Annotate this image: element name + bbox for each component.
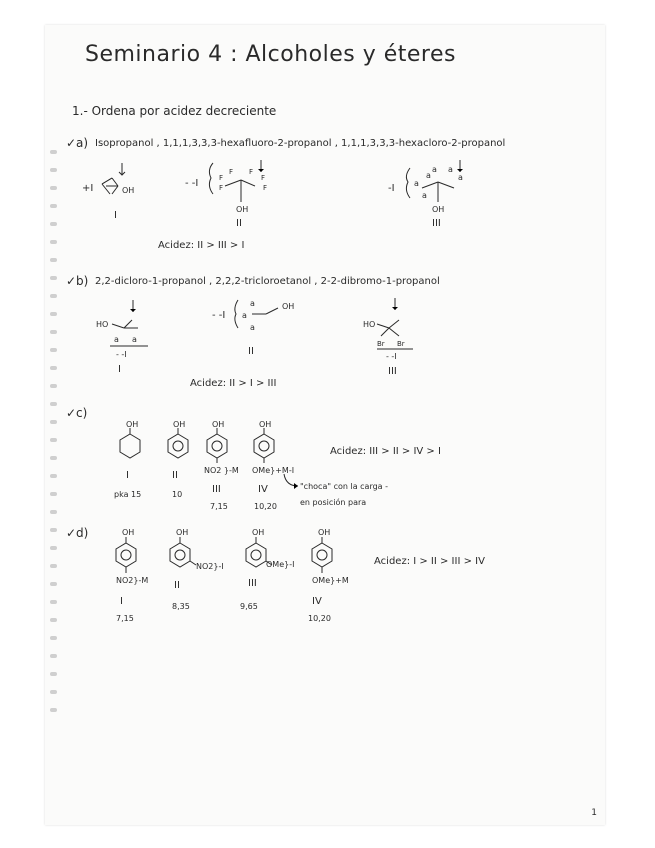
subst-c4: OMe}+M-I: [252, 466, 295, 475]
oh-a3: OH: [432, 205, 445, 214]
svg-text:F: F: [261, 174, 266, 182]
effect-b2: - -I: [212, 310, 226, 321]
note-c-1: "choca" con la carga -: [300, 482, 388, 491]
numeral-a3: III: [432, 218, 441, 229]
numeral-a2: II: [236, 218, 242, 229]
p-methoxyphenol-ring: [250, 428, 280, 464]
pka-d1: 7,15: [116, 614, 134, 623]
numeral-d3: III: [248, 578, 257, 589]
spiral-holes: [50, 150, 64, 790]
acidity-c: Acidez: III > II > IV > I: [330, 446, 441, 457]
oh-d4: OH: [318, 528, 331, 537]
dichloropropanol-structure: [108, 298, 158, 353]
ho-b1: HO: [96, 320, 109, 329]
numeral-b1: I: [118, 364, 121, 375]
numeral-c1: I: [126, 470, 129, 481]
numeral-a1: I: [114, 210, 117, 221]
p-nitrophenol-ring: [203, 428, 233, 464]
svg-text:F: F: [219, 184, 224, 192]
numeral-b3: III: [388, 366, 397, 377]
page-number: 1: [591, 808, 597, 818]
effect-a1: +I: [82, 183, 94, 194]
d4-ring: [308, 537, 338, 575]
oh-c2: OH: [173, 420, 186, 429]
note-c-2: en posición para: [300, 498, 367, 507]
subst-d2: NO2}-I: [196, 562, 224, 571]
effect-a3: -I: [388, 183, 395, 194]
effect-a2: - -I: [185, 178, 199, 189]
oh-c4: OH: [259, 420, 272, 429]
section-c-label: ✓c): [66, 406, 88, 420]
d1-ring: [112, 537, 142, 575]
numeral-d1: I: [120, 596, 123, 607]
svg-text:F: F: [263, 184, 268, 192]
pka-c2: 10: [172, 490, 183, 499]
oh-d3: OH: [252, 528, 265, 537]
numeral-d4: IV: [312, 596, 322, 607]
svg-text:a: a: [242, 311, 247, 320]
acidity-d: Acidez: I > II > III > IV: [374, 556, 485, 567]
acidity-a: Acidez: II > III > I: [158, 240, 245, 251]
subst-d3: OMe}-I: [266, 560, 295, 569]
svg-text:a: a: [114, 335, 119, 344]
oh-c3: OH: [212, 420, 225, 429]
section-a-label: ✓a): [66, 136, 89, 150]
svg-text:Br: Br: [377, 340, 385, 348]
svg-text:a: a: [426, 171, 431, 180]
svg-text:a: a: [414, 179, 419, 188]
pka-d3: 9,65: [240, 602, 258, 611]
svg-text:a: a: [448, 165, 453, 174]
effect-b1: - -I: [116, 350, 127, 359]
page-title: Seminario 4 : Alcoholes y éteres: [85, 42, 456, 67]
numeral-d2: II: [174, 580, 180, 591]
oh-d1: OH: [122, 528, 135, 537]
oh-b2: OH: [282, 302, 295, 311]
cyclohexanol-ring: [116, 428, 146, 462]
svg-text:F: F: [219, 174, 224, 182]
subst-d1: NO2}-M: [116, 576, 149, 585]
oh-a2: OH: [236, 205, 249, 214]
dibromopropanol-structure: [375, 296, 425, 356]
pka-d2: 8,35: [172, 602, 190, 611]
oh-c1: OH: [126, 420, 139, 429]
svg-text:a: a: [250, 323, 255, 332]
svg-text:F: F: [249, 168, 254, 176]
note-arrow: [282, 474, 302, 490]
oh-a1: OH: [122, 186, 135, 195]
numeral-c2: II: [172, 470, 178, 481]
subst-c3: NO2 }-M: [204, 466, 239, 475]
svg-text:a: a: [422, 191, 427, 200]
ho-b3: HO: [363, 320, 376, 329]
numeral-c4: IV: [258, 484, 268, 495]
section-a-compounds: Isopropanol , 1,1,1,3,3,3-hexafluoro-2-propanol , 1,1,1,3,3,3-hexacloro-2-propanol: [95, 138, 506, 149]
section-b-label: ✓b): [66, 274, 89, 288]
svg-text:F: F: [229, 168, 234, 176]
svg-text:a: a: [132, 335, 137, 344]
svg-text:a: a: [458, 173, 463, 182]
pka-c1: pka 15: [114, 490, 142, 499]
question-heading: 1.- Ordena por acidez decreciente: [72, 104, 277, 118]
phenol-ring: [164, 428, 194, 462]
subst-d4: OMe}+M: [312, 576, 349, 585]
pka-c3: 7,15: [210, 502, 228, 511]
svg-text:Br: Br: [397, 340, 405, 348]
effect-b3: - -I: [386, 352, 397, 361]
section-b-compounds: 2,2-dicloro-1-propanol , 2,2,2-tricloroetanol , 2-2-dibromo-1-propanol: [95, 276, 440, 287]
numeral-c3: III: [212, 484, 221, 495]
pka-d4: 10,20: [308, 614, 331, 623]
pka-c4: 10,20: [254, 502, 277, 511]
acidity-b: Acidez: II > I > III: [190, 378, 277, 389]
svg-text:a: a: [432, 165, 437, 174]
oh-d2: OH: [176, 528, 189, 537]
section-d-label: ✓d): [66, 526, 89, 540]
numeral-b2: II: [248, 346, 254, 357]
svg-text:a: a: [250, 299, 255, 308]
